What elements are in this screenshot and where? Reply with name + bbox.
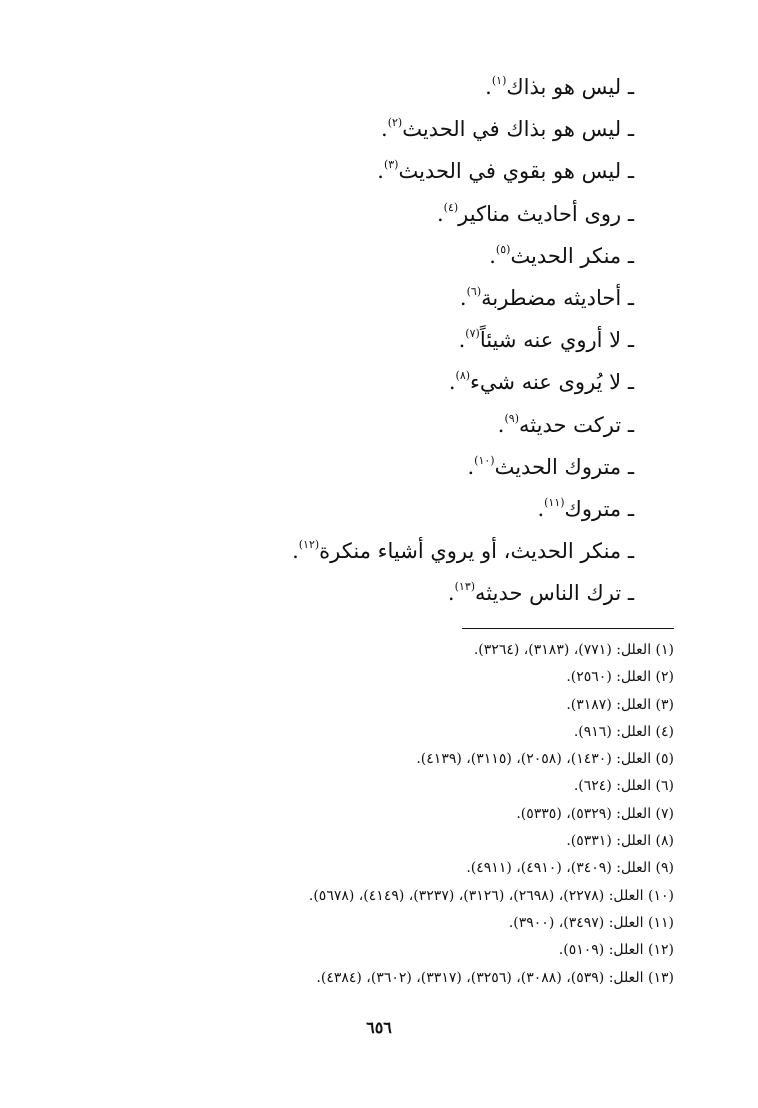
list-item <box>34 150 634 192</box>
list-item <box>34 108 634 150</box>
item-end: . <box>489 243 496 268</box>
item-end: . <box>458 328 466 353</box>
item-text: ـ ترك الناس حديثه <box>475 581 634 606</box>
footnote: (٤) العلل: (٩١٦). <box>573 723 674 740</box>
item-text: ـ منكر الحديث، أو يروي أشياء منكرة <box>319 539 634 564</box>
item-text: ـ لا أروي عنه شيئاً <box>479 328 634 353</box>
footnote: (٦) العلل: (٦٢٤). <box>573 778 674 795</box>
list-item <box>34 530 634 572</box>
item-end: . <box>436 201 444 226</box>
item-end: . <box>497 412 505 437</box>
footnote-reference: (١) <box>491 74 507 87</box>
footnote: (٥) العلل: (١٤٣٠)، (٢٠٥٨)، (٣١١٥)، (٤١٣٩). <box>416 751 674 768</box>
item-end: . <box>447 581 455 606</box>
item-end: . <box>537 496 545 521</box>
footnote: (١٠) العلل: (٢٢٧٨)، (٢٦٩٨)، (٣١٢٦)، (٣٢٣٧)، (٤١٤٩)، (٥٦٧٨). <box>308 887 674 904</box>
item-text: ـ ليس هو بذاك <box>506 75 634 99</box>
item-end: . <box>459 285 467 310</box>
list-item <box>34 446 634 488</box>
item-end: . <box>467 454 475 479</box>
footnote-reference: (٦) <box>466 284 482 298</box>
footnote: (٣) العلل: (٣١٨٧). <box>566 696 674 713</box>
footnote-reference: (٢) <box>387 116 403 130</box>
footnote: (٧) العلل: (٥٣٢٩)، (٥٣٣٥). <box>516 805 674 822</box>
footnote: (٩) العلل: (٣٤٠٩)، (٤٩١٠)، (٤٩١١). <box>466 860 674 877</box>
footnote-reference: (٧) <box>465 327 480 341</box>
footnote: (١١) العلل: (٣٤٩٧)، (٣٩٠٠). <box>508 914 674 931</box>
list-item <box>34 277 634 319</box>
footnote-reference: (٨) <box>455 369 471 383</box>
footnote: (٨) العلل: (٥٣٣١). <box>566 833 674 850</box>
footnote-reference: (١٠) <box>474 453 495 467</box>
footnote-reference: (٤) <box>443 200 459 214</box>
footnote-divider <box>462 628 674 629</box>
footnote: (١) العلل: (٧٧١)، (٣١٨٣)، (٣٢٦٤). <box>473 642 674 658</box>
list-item <box>34 193 634 235</box>
item-end: . <box>377 159 384 184</box>
footnote-reference: (١١) <box>544 495 565 509</box>
list-item <box>34 66 634 108</box>
item-text: ـ منكر الحديث <box>510 243 634 268</box>
item-end: . <box>485 75 492 99</box>
footnote-reference: (٥) <box>495 242 511 256</box>
item-end: . <box>381 117 388 142</box>
footnote: (١٢) العلل: (٥١٠٩). <box>558 942 674 959</box>
item-text: ـ أحاديثه مضطربة <box>481 285 634 310</box>
page-number: ٦٥٦ <box>366 1018 392 1037</box>
narrator-criticism-list <box>34 66 634 614</box>
list-item <box>34 488 634 530</box>
item-text: ـ تركت حديثه <box>519 412 634 437</box>
item-end: . <box>448 370 456 395</box>
item-text: ـ متروك الحديث <box>494 454 634 479</box>
item-end: . <box>292 539 299 564</box>
list-item <box>34 361 634 403</box>
item-text: ـ متروك <box>564 496 634 521</box>
item-text: ـ ليس هو بقوي في الحديث <box>398 159 634 184</box>
list-item <box>34 572 634 614</box>
item-text: ـ روى أحاديث مناكير <box>458 201 634 226</box>
list-item <box>34 319 634 361</box>
footnote-reference: (٣) <box>383 158 399 172</box>
item-text: ـ ليس هو بذاك في الحديث <box>402 117 634 142</box>
footnote: (١٣) العلل: (٥٣٩)، (٣٠٨٨)، (٣٢٥٦)، (٣٣١٧)، (٣٦٠٢)، (٤٣٨٤). <box>316 969 674 986</box>
footnotes-list <box>54 637 674 992</box>
item-text: ـ لا يُروى عنه شيء <box>470 370 634 395</box>
footnote: (٢) العلل: (٢٥٦٠). <box>566 669 674 686</box>
footnote-reference: (١٢) <box>298 538 320 552</box>
footnote-reference: (١٣) <box>454 580 476 594</box>
footnote-reference: (٩) <box>504 411 519 425</box>
list-item <box>34 235 634 277</box>
list-item <box>34 404 634 446</box>
